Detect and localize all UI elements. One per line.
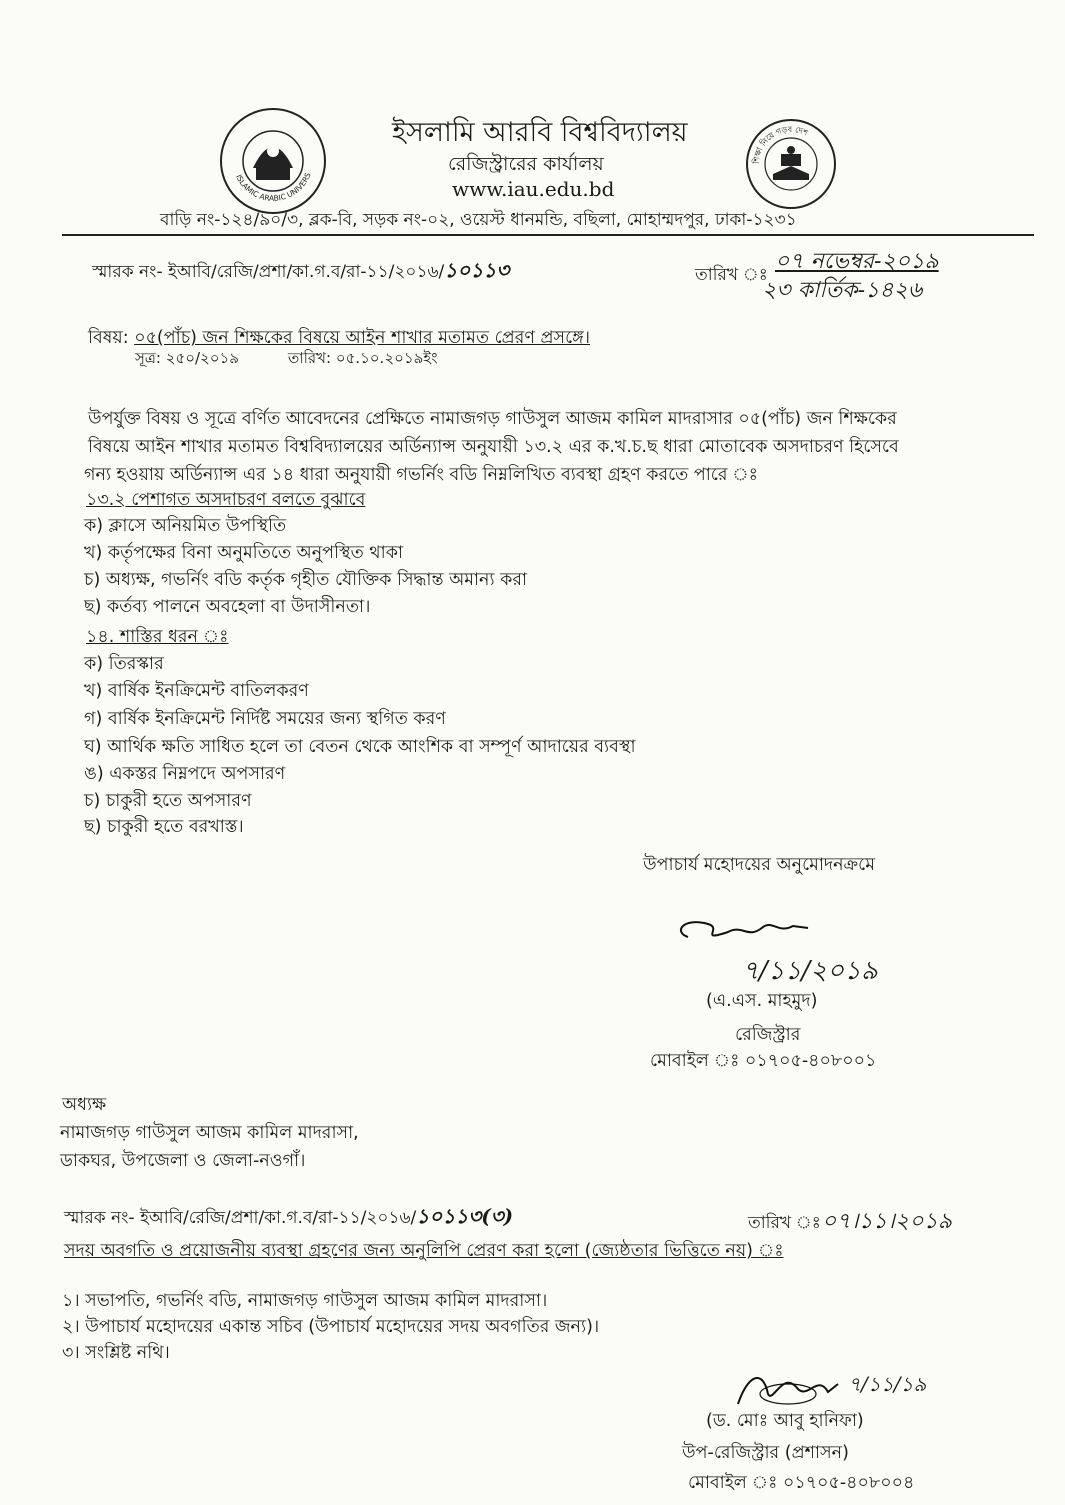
subject-label: বিষয়: xyxy=(88,328,129,348)
copy-ref-number: ১০১১৩(৩) xyxy=(416,1204,514,1228)
section-14-item: ঙ) একস্তর নিম্নপদে অপসারণ xyxy=(84,764,286,784)
memo-date-label: তারিখ ঃ xyxy=(695,265,768,285)
copy-ref-label: স্মারক নং- ইআবি/রেজি/প্রশা/কা.গ.ব/রা-১১/২০১৬/ xyxy=(64,1208,417,1228)
copy-date-value: ০৭।১১।২০১৯ xyxy=(822,1209,953,1234)
office-name: রেজিস্ট্রারের কার্যালয় xyxy=(448,153,604,175)
recipient-line: অধ্যক্ষ xyxy=(62,1095,107,1115)
memo-ref-label: স্মারক নং- ইআবি/রেজি/প্রশা/কা.গ.ব/রা-১১/২০১৬/ xyxy=(92,262,445,282)
registrar-handwritten-date: ৭/১১/২০১৯ xyxy=(742,956,878,986)
svg-text:শিক্ষা নিয়ে গড়ব দেশ: শিক্ষা নিয়ে গড়ব দেশ xyxy=(751,124,810,165)
header-divider xyxy=(62,234,1034,236)
registrar-mobile: মোবাইল ঃ ০১৭০৫-৪০৮০০১ xyxy=(650,1051,877,1071)
section-14-item: ঘ) আর্থিক ক্ষতি সাধিত হলে তা বেতন থেকে আংশিক বা সম্পূর্ণ আদায়ের ব্যবস্থা xyxy=(84,737,636,757)
memo-reference xyxy=(92,256,509,289)
approval-note: উপাচার্য মহোদয়ের অনুমোদনক্রমে xyxy=(643,855,875,875)
sutra-date: তারিখ: ০৫.১০.২০১৯ইং xyxy=(288,349,438,367)
section-14-item: ছ) চাকুরী হতে বরখাস্ত। xyxy=(84,817,244,837)
deputy-registrar-mobile: মোবাইল ঃ ০১৭০৫-৪০৮০০৪ xyxy=(688,1473,915,1493)
body-line-3: গন্য হওয়ায় অর্ডিন্যান্স এর ১৪ ধারা অনুযায়ী গভর্নিং বডি নিম্নলিখিত ব্যবস্থা গ্রহণ করতে পারে ঃ xyxy=(84,465,759,485)
section-14-item: ক) তিরস্কার xyxy=(84,654,164,674)
section-14-item: চ) চাকুরী হতে অপসারণ xyxy=(84,791,252,811)
deputy-registrar-designation: উপ-রেজিস্ট্রার (প্রশাসন) xyxy=(682,1443,849,1463)
sutra-reference: সূত্র: ২৫০/২০১৯ xyxy=(135,349,240,367)
body-line-1: উপর্যুক্ত বিষয় ও সূত্রে বর্ণিত আবেদনের প্রেক্ষিতে নামাজগড় গাউসুল আজম কামিল মাদরাসার ০৫(পাঁচ) জন শিক্ষকের xyxy=(88,409,897,429)
body-line-2: বিষয়ে আইন শাখার মতামত বিশ্ববিদ্যালয়ের অর্ডিন্যান্স অনুযায়ী ১৩.২ এর ক.খ.চ.ছ ধারা মোতাবেক অসদাচরণ হিসেবে xyxy=(88,437,899,457)
section-13-2-item: চ) অধ্যক্ষ, গভর্নিং বডি কর্তৃক গৃহীত যৌক্তিক সিদ্ধান্ত অমান্য করা xyxy=(84,570,528,590)
memo-date-line1: ০৭ নভেম্বর-২০১৯ xyxy=(775,249,939,274)
copy-reference xyxy=(64,1202,513,1235)
emblem-logo xyxy=(745,118,837,210)
section-13-2-item: ক) ক্লাসে অনিয়মিত উপস্থিতি xyxy=(84,516,287,536)
copy-item: ১। সভাপতি, গভর্নিং বডি, নামাজগড় গাউসুল আজম কামিল মাদরাসা। xyxy=(62,1291,548,1311)
section-13-2-item: খ) কর্তৃপক্ষের বিনা অনুমতিতে অনুপস্থিত থাকা xyxy=(84,543,404,563)
deputy-registrar-signature xyxy=(728,1364,858,1410)
svg-text:ISLAMIC ARABIC UNIVERSITY: ISLAMIC ARABIC UNIVERS xyxy=(234,171,313,203)
registrar-designation: রেজিস্ট্রার xyxy=(735,1025,801,1045)
deputy-handwritten-date: ৭/১১/১৯ xyxy=(848,1372,927,1396)
section-14-heading: ১৪. শাস্তির ধরন ঃ xyxy=(86,627,229,647)
copy-date-label: তারিখ ঃ xyxy=(748,1213,821,1233)
copy-heading: সদয় অবগতি ও প্রয়োজনীয় ব্যবস্থা গ্রহণের জন্য অনুলিপি প্রেরণ করা হলো (জ্যেষ্ঠতার ভিত্তিতে নয়) ঃ xyxy=(64,1241,784,1261)
registrar-signature xyxy=(668,912,828,952)
registrar-name: (এ.এস. মাহমুদ) xyxy=(706,991,818,1011)
website-link[interactable]: www.iau.edu.bd xyxy=(452,177,615,201)
university-name: ইসলামি আরবি বিশ্ববিদ্যালয় xyxy=(392,117,688,148)
section-13-2-item: ছ) কর্তব্য পালনে অবহেলা বা উদাসীনতা। xyxy=(84,597,371,617)
section-13-2-heading: ১৩.২ পেশাগত অসদাচরণ বলতে বুঝাবে xyxy=(86,490,366,510)
deputy-registrar-name: (ড. মোঃ আবু হানিফা) xyxy=(706,1411,864,1431)
section-14-item: খ) বার্ষিক ইনক্রিমেন্ট বাতিলকরণ xyxy=(84,681,309,701)
subject-text: ০৫(পাঁচ) জন শিক্ষকের বিষয়ে আইন শাখার মতামত প্রেরণ প্রসঙ্গে। xyxy=(134,328,590,348)
copy-item: ৩। সংশ্লিষ্ট নথি। xyxy=(62,1343,170,1363)
section-14-item: গ) বার্ষিক ইনক্রিমেন্ট নির্দিষ্ট সময়ের জন্য স্থগিত করণ xyxy=(84,709,446,729)
recipient-line: ডাকঘর, উপজেলা ও জেলা-নওগাঁ। xyxy=(60,1151,306,1171)
recipient-line: নামাজগড় গাউসুল আজম কামিল মাদরাসা, xyxy=(60,1123,359,1143)
memo-ref-number: ১০১১৩ xyxy=(444,258,510,282)
copy-item: ২। উপাচার্য মহোদয়ের একান্ত সচিব (উপাচার্য মহোদয়ের সদয় অবগতির জন্য)। xyxy=(62,1317,600,1337)
memo-date-line2: ২৩ কার্তিক-১৪২৬ xyxy=(762,278,923,303)
address: বাড়ি নং-১২৪/৯০/৩, ব্লক-বি, সড়ক নং-০২, ওয়েস্ট ধানমন্ডি, বছিলা, মোহাম্মদপুর, ঢাকা-১২৩১ xyxy=(160,210,797,230)
university-logo xyxy=(218,106,328,216)
